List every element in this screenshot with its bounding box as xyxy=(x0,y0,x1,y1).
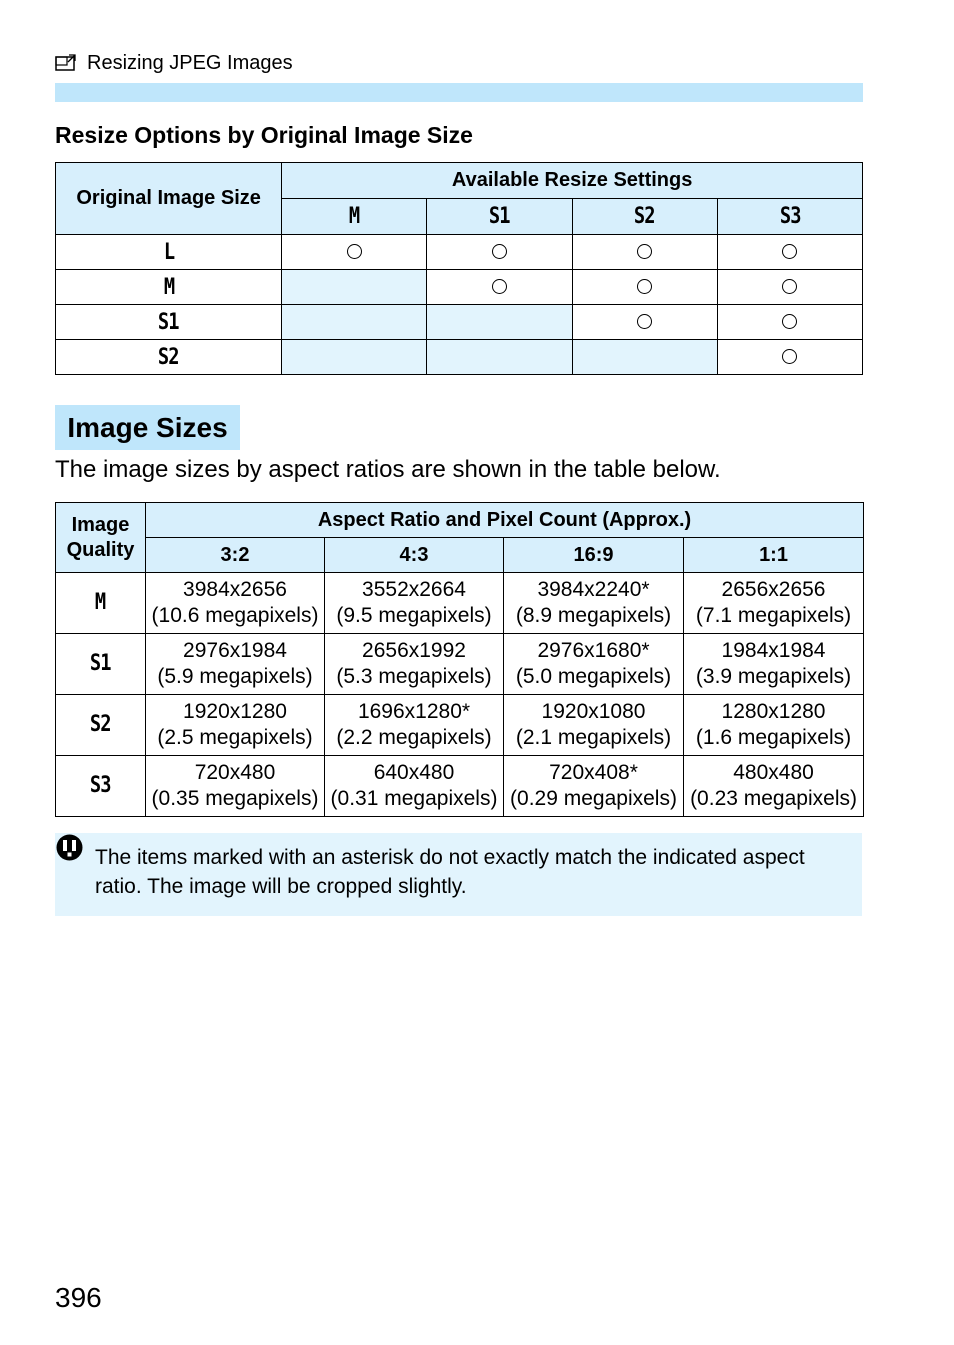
image-sizes-table xyxy=(55,502,864,817)
resize-options-table xyxy=(55,162,863,375)
available-cell xyxy=(717,270,862,305)
size-cell xyxy=(146,695,325,756)
size-cell xyxy=(325,695,504,756)
row-label xyxy=(56,634,146,695)
quality-symbol: S1 xyxy=(90,651,111,676)
available-circle-icon xyxy=(782,349,797,364)
size-cell xyxy=(146,634,325,695)
pixel-size: 720x480 xyxy=(194,761,276,784)
megapixels: (8.9 megapixels) xyxy=(515,604,672,627)
caution-text: The items marked with an asterisk do not exactly match the indicated aspect ratio. The image will be cropped slightly. xyxy=(95,846,805,898)
image-quality-header-line1: Image xyxy=(71,513,130,536)
quality-symbol: L xyxy=(163,239,174,265)
available-circle-icon xyxy=(782,279,797,294)
size-cell xyxy=(146,756,325,817)
quality-symbol: S2 xyxy=(634,204,656,229)
pixel-size: 1280x1280 xyxy=(721,700,826,723)
row-label xyxy=(56,305,282,340)
row-label xyxy=(56,235,282,270)
size-cell xyxy=(325,634,504,695)
caution-icon xyxy=(55,833,84,862)
row-label xyxy=(56,695,146,756)
table-row xyxy=(56,756,864,817)
table-row xyxy=(56,235,863,270)
quality-symbol: S2 xyxy=(158,344,180,370)
caution-box xyxy=(55,833,862,916)
aspect-ratio-header: Aspect Ratio and Pixel Count (Approx.) xyxy=(146,503,864,538)
available-settings-header: Available Resize Settings xyxy=(282,163,863,199)
pixel-size: 2656x2656 xyxy=(721,578,826,601)
header-title: Resizing JPEG Images xyxy=(87,51,293,74)
table-row xyxy=(56,634,864,695)
megapixels: (1.6 megapixels) xyxy=(695,726,852,749)
megapixels: (0.31 megapixels) xyxy=(330,787,498,810)
pixel-size: 3984x2656 xyxy=(183,578,287,601)
megapixels: (2.5 megapixels) xyxy=(157,726,313,749)
aspect-col-header: 1:1 xyxy=(684,538,864,573)
available-cell xyxy=(717,235,862,270)
available-circle-icon xyxy=(637,279,652,294)
unavailable-cell xyxy=(572,340,717,375)
size-cell xyxy=(684,756,864,817)
pixel-size: 3984x2240* xyxy=(537,578,650,601)
image-sizes-intro: The image sizes by aspect ratios are shown in the table below. xyxy=(55,456,721,483)
pixel-size: 1920x1280 xyxy=(183,700,287,723)
unavailable-cell xyxy=(282,270,427,305)
pixel-size: 640x480 xyxy=(373,761,455,784)
quality-symbol: S3 xyxy=(90,773,111,798)
megapixels: (3.9 megapixels) xyxy=(695,665,852,688)
pixel-size: 3552x2664 xyxy=(362,578,466,601)
table-row xyxy=(56,573,864,634)
aspect-col-header: 3:2 xyxy=(146,538,325,573)
size-cell xyxy=(684,695,864,756)
unavailable-cell xyxy=(282,305,427,340)
page-number: 396 xyxy=(55,1282,102,1313)
row-label xyxy=(56,573,146,634)
available-circle-icon xyxy=(637,314,652,329)
original-size-header: Original Image Size xyxy=(56,163,282,235)
available-cell xyxy=(572,305,717,340)
megapixels: (7.1 megapixels) xyxy=(695,604,852,627)
resize-col-header xyxy=(717,199,862,235)
available-cell xyxy=(572,270,717,305)
size-cell xyxy=(504,695,684,756)
quality-symbol: S3 xyxy=(779,204,801,229)
pixel-size: 1696x1280* xyxy=(357,700,471,723)
size-cell xyxy=(325,573,504,634)
unavailable-cell xyxy=(427,340,572,375)
table-row xyxy=(56,695,864,756)
resize-col-header xyxy=(282,199,427,235)
quality-symbol: M xyxy=(163,274,174,300)
available-cell xyxy=(427,270,572,305)
row-label xyxy=(56,270,282,305)
table-row xyxy=(56,270,863,305)
image-quality-header-line2: Quality xyxy=(66,538,135,561)
available-circle-icon xyxy=(347,244,362,259)
quality-symbol: S1 xyxy=(158,309,180,335)
quality-symbol: M xyxy=(349,204,360,229)
megapixels: (9.5 megapixels) xyxy=(336,604,492,627)
megapixels: (5.3 megapixels) xyxy=(336,665,492,688)
size-cell xyxy=(146,573,325,634)
aspect-col-header: 16:9 xyxy=(504,538,684,573)
megapixels: (5.9 megapixels) xyxy=(157,665,313,688)
available-cell xyxy=(717,340,862,375)
quality-symbol: S1 xyxy=(489,204,510,229)
pixel-size: 2976x1680* xyxy=(537,639,650,662)
size-cell xyxy=(325,756,504,817)
size-cell xyxy=(504,756,684,817)
quality-symbol: M xyxy=(95,590,106,615)
aspect-col-header: 4:3 xyxy=(325,538,504,573)
size-cell xyxy=(504,634,684,695)
pixel-size: 480x480 xyxy=(733,761,814,784)
megapixels: (5.0 megapixels) xyxy=(515,665,672,688)
pixel-size: 1920x1080 xyxy=(541,700,646,723)
size-cell xyxy=(504,573,684,634)
available-circle-icon xyxy=(492,279,507,294)
available-cell xyxy=(282,235,427,270)
resize-icon xyxy=(55,54,77,72)
resize-col-header xyxy=(572,199,717,235)
megapixels: (0.29 megapixels) xyxy=(510,787,677,810)
available-circle-icon xyxy=(782,314,797,329)
available-cell xyxy=(572,235,717,270)
available-circle-icon xyxy=(782,244,797,259)
accent-bar xyxy=(55,83,863,102)
pixel-size: 1984x1984 xyxy=(721,639,826,662)
resize-col-header xyxy=(427,199,572,235)
available-cell xyxy=(427,235,572,270)
image-quality-header xyxy=(56,503,146,573)
row-label xyxy=(56,756,146,817)
pixel-size: 2976x1984 xyxy=(183,639,287,662)
pixel-size: 720x408* xyxy=(549,761,638,784)
available-circle-icon xyxy=(492,244,507,259)
unavailable-cell xyxy=(282,340,427,375)
quality-symbol: S2 xyxy=(90,712,111,737)
megapixels: (10.6 megapixels) xyxy=(151,604,319,627)
table-row xyxy=(56,305,863,340)
available-circle-icon xyxy=(637,244,652,259)
available-cell xyxy=(717,305,862,340)
table-row xyxy=(56,340,863,375)
pixel-size: 2656x1992 xyxy=(362,639,466,662)
megapixels: (2.2 megapixels) xyxy=(336,726,492,749)
page-header xyxy=(55,50,293,76)
megapixels: (2.1 megapixels) xyxy=(515,726,672,749)
size-cell xyxy=(684,573,864,634)
megapixels: (0.35 megapixels) xyxy=(151,787,319,810)
size-cell xyxy=(684,634,864,695)
megapixels: (0.23 megapixels) xyxy=(690,787,857,810)
unavailable-cell xyxy=(427,305,572,340)
section-title: Resize Options by Original Image Size xyxy=(55,122,473,148)
image-sizes-title: Image Sizes xyxy=(55,405,240,450)
row-label xyxy=(56,340,282,375)
